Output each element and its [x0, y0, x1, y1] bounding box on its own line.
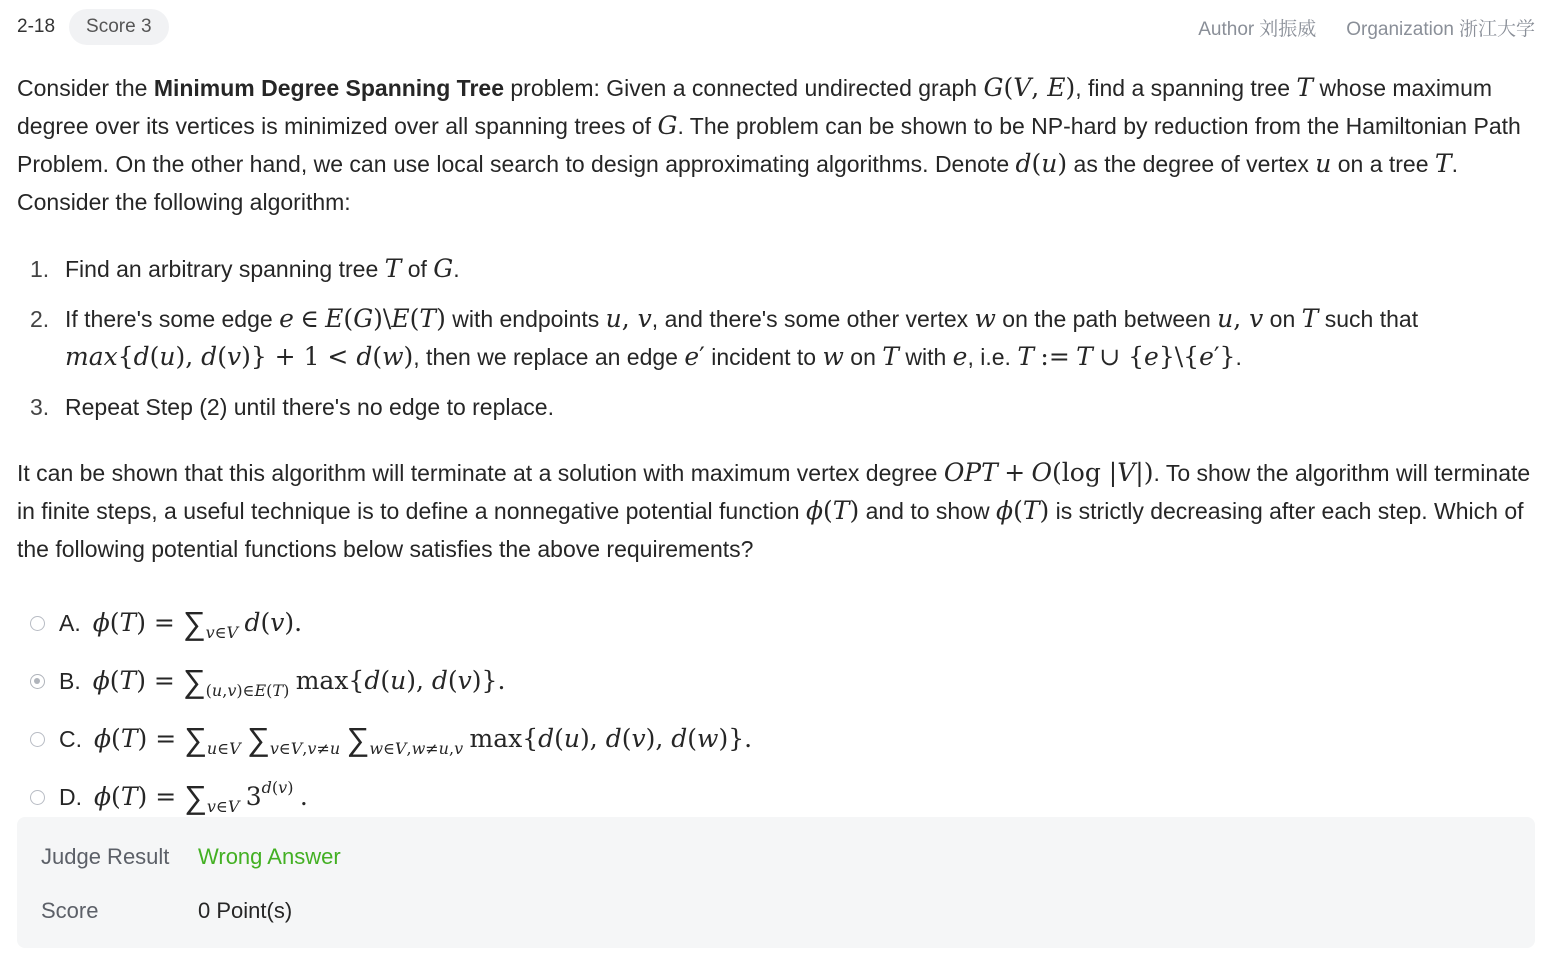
author-meta	[1198, 14, 1316, 41]
option-formula: $\phi(T) = \sum_{(u,v)\in E(T)}$ max{d(u), d(v)}.	[92, 662, 506, 700]
algorithm-step: 3. Repeat Step (2) until there's no edge to replace.	[30, 394, 554, 420]
author-name: 刘振威	[1259, 18, 1317, 40]
question-header	[17, 9, 1535, 45]
author-label: Author	[1198, 18, 1255, 40]
score-value: 0 Point(s)	[198, 898, 293, 923]
radio-button[interactable]	[30, 616, 45, 631]
problem-name: Minimum Degree Spanning Tree	[153, 75, 504, 101]
algorithm-step: 1. Find an arbitrary spanning tree T of G.	[30, 254, 460, 283]
score-row	[41, 898, 292, 924]
problem-statement: Consider the Minimum Degree Spanning Tree problem: Given a connected undirected graph G(V, E), find a spanning tree T whose maximum degree over its vertices is minimized over all spanning trees of G. The problem can be shown to be NP-hard by reduction from the Hamiltonian Path Problem. On the other hand, we can use local search to design approximating algorithms. Denote d(u) as the degree of vertex u on a tree T. Consider the following algorithm:	[17, 73, 1521, 215]
radio-button-selected[interactable]	[30, 674, 45, 689]
option-letter: A.	[59, 609, 81, 636]
judge-result-value: Wrong Answer	[198, 844, 341, 869]
organization-meta	[1346, 14, 1535, 41]
option-letter: B.	[59, 667, 81, 694]
algorithm-steps	[17, 250, 1539, 438]
judge-result-panel	[17, 817, 1535, 948]
answer-options	[30, 594, 1230, 826]
organization-label: Organization	[1346, 18, 1454, 40]
option-letter: C.	[59, 725, 82, 752]
question-id: 2-18	[17, 16, 56, 37]
radio-button[interactable]	[30, 790, 45, 805]
option-formula: $\phi(T) = \sum_{v\in V}$ d(v).	[92, 604, 303, 642]
judge-result-row	[41, 844, 341, 870]
radio-button[interactable]	[30, 732, 45, 747]
organization-name: 浙江大学	[1458, 18, 1535, 40]
score-badge: Score 3	[69, 9, 168, 45]
option-formula: $\phi(T) = \sum_{v\in V}$ $3^{d(v)}$ .	[94, 778, 308, 816]
algorithm-step: 2. If there's some edge e ∈ E(G)\E(T) with endpoints u, v, and there's some other vertex w on the path between u, v on T such that max{d(u), d(v)} + 1 < d(w), then we replace an edge e′ incident to w on T with e, i.e. T := T ∪ {e}\{e′}.	[30, 304, 1419, 371]
option-c[interactable]	[30, 710, 1230, 768]
option-a[interactable]	[30, 594, 1230, 652]
question-prompt: It can be shown that this algorithm will terminate at a solution with maximum vertex degree OPT + O(log |V|). To show the algorithm will terminate in finite steps, a useful technique is to define a nonnegative potential function ϕ(T) and to show ϕ(T) is strictly decreasing after each step. Which of the following potential functions below satisfies the above requirements?	[17, 458, 1531, 562]
option-letter: D.	[59, 783, 82, 810]
option-b[interactable]	[30, 652, 1230, 710]
score-label: Score	[41, 898, 99, 923]
option-formula: $\phi(T) = \sum_{u\in V}$ $\sum_{v\in V,v\ne u}$ $\sum_{w\in V,w\ne u,v}$ max{d(u), d(v), d(w)}.	[94, 720, 753, 758]
judge-result-label: Judge Result	[41, 844, 170, 869]
